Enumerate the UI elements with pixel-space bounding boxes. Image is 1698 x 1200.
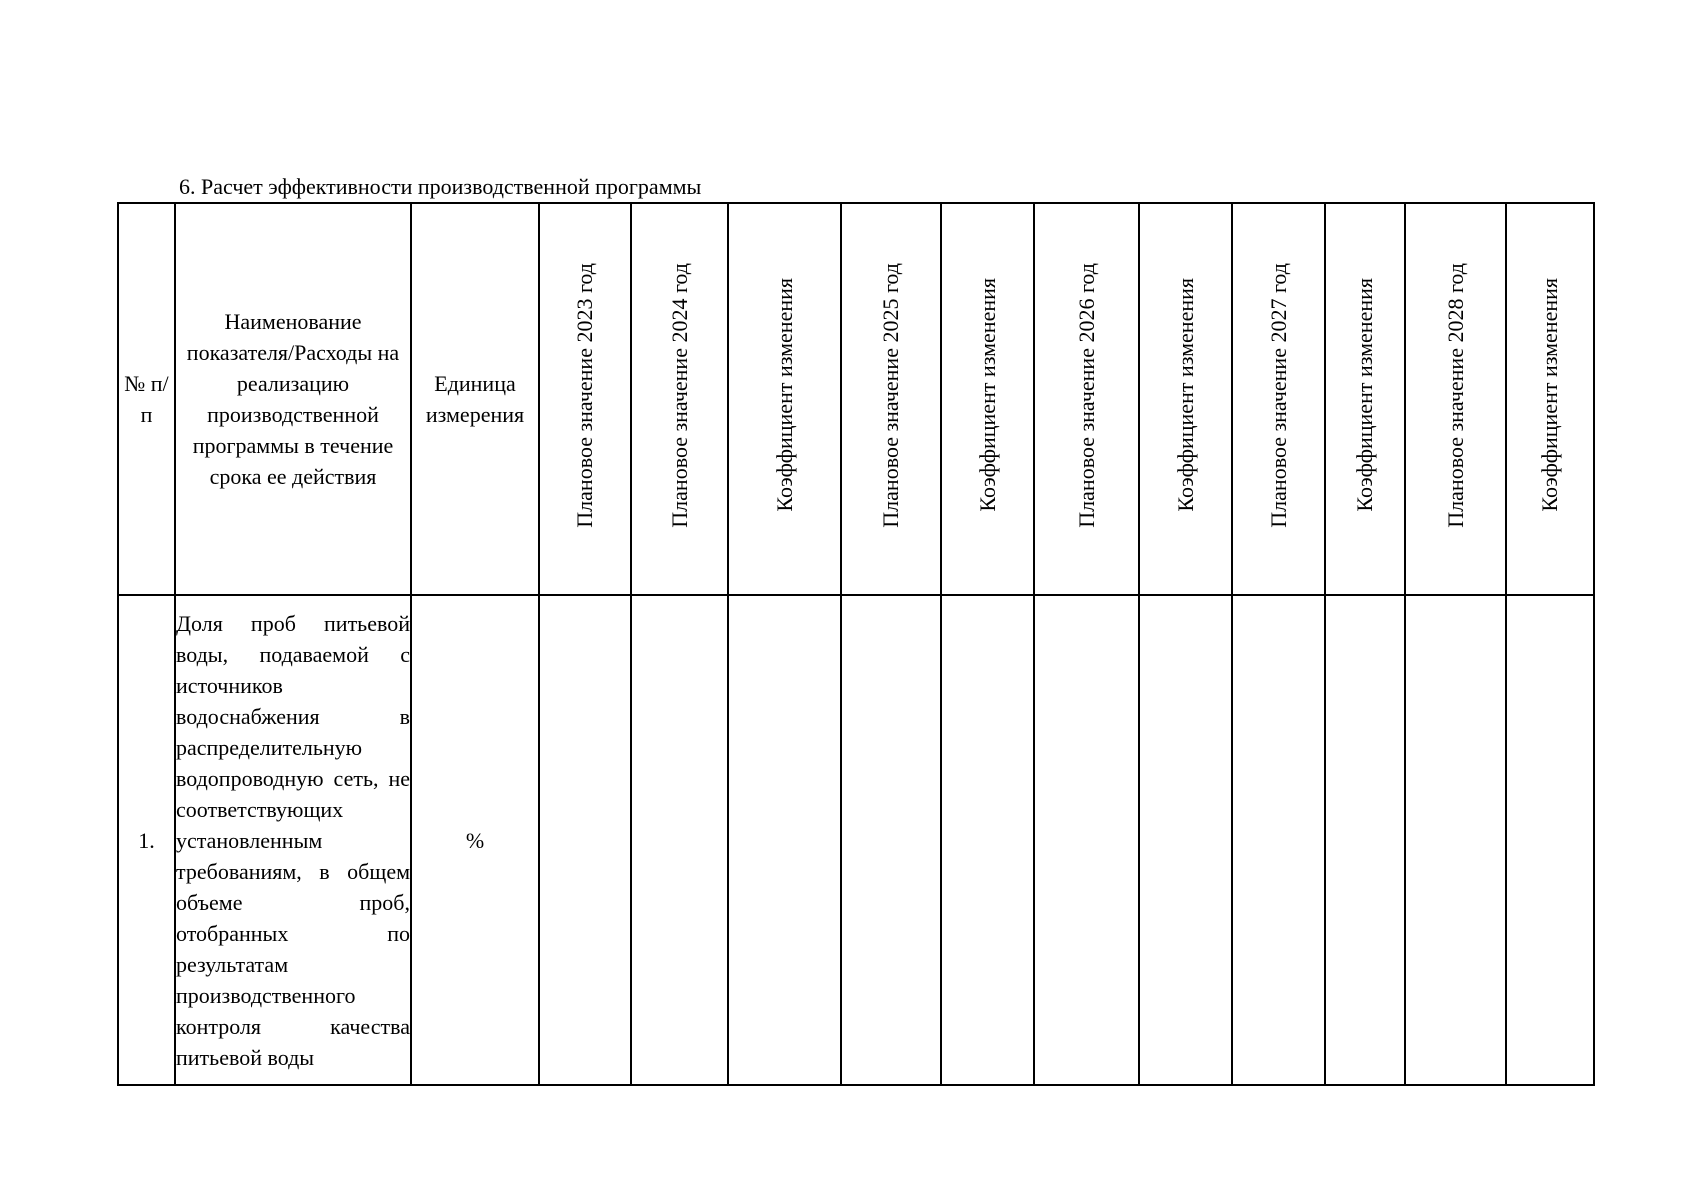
header-coef-2027-label: Коэффициент изменения xyxy=(1352,278,1377,512)
header-coef-2026-label: Коэффициент изменения xyxy=(1172,278,1198,512)
header-name: Наименование показателя/Расходы на реализацию производственной программы в течение срока ее действия xyxy=(175,203,411,595)
header-plan-2025-label: Плановое значение 2025 год xyxy=(878,262,903,528)
cell-coef-2026[interactable] xyxy=(1139,595,1232,1085)
header-num: № п/п xyxy=(118,203,175,595)
cell-plan-2023[interactable] xyxy=(539,595,631,1085)
row-unit: % xyxy=(411,595,539,1085)
header-plan-2027 xyxy=(1232,203,1325,595)
cell-plan-2024[interactable] xyxy=(631,595,728,1085)
cell-coef-2027[interactable] xyxy=(1325,595,1405,1085)
header-plan-2023 xyxy=(539,203,631,595)
efficiency-table xyxy=(117,202,1595,1086)
row-indicator-name: Доля проб питьевой воды, подаваемой с источников водоснабжения в распределительную водопроводную сеть, не соответствующих установленным требованиям, в общем объеме проб, отобранных по результатам производственного контроля качества питьевой воды xyxy=(175,595,411,1085)
header-coef-2028-label: Коэффициент изменения xyxy=(1537,278,1562,512)
header-coef-2026 xyxy=(1139,203,1232,595)
cell-plan-2026[interactable] xyxy=(1034,595,1139,1085)
header-plan-2023-label: Плановое значение 2023 год xyxy=(572,262,597,528)
cell-plan-2025[interactable] xyxy=(841,595,941,1085)
section-title: 6. Расчет эффективности производственной программы xyxy=(179,174,702,199)
header-coef-2025-label: Коэффициент изменения xyxy=(974,278,1000,512)
header-plan-2027-label: Плановое значение 2027 год xyxy=(1265,262,1291,528)
header-plan-2026-label: Плановое значение 2026 год xyxy=(1073,262,1099,528)
header-coef-2027 xyxy=(1325,203,1405,595)
cell-coef-2025[interactable] xyxy=(941,595,1034,1085)
header-plan-2024-label: Плановое значение 2024 год xyxy=(666,262,692,528)
header-plan-2025 xyxy=(841,203,941,595)
header-plan-2028 xyxy=(1405,203,1506,595)
header-coef-2028 xyxy=(1506,203,1594,595)
header-unit: Единица измерения xyxy=(411,203,539,595)
cell-coef-2028[interactable] xyxy=(1506,595,1594,1085)
cell-plan-2027[interactable] xyxy=(1232,595,1325,1085)
table-header-row xyxy=(118,203,1594,595)
table-row xyxy=(118,595,1594,1085)
header-coef-2024 xyxy=(728,203,841,595)
row-num: 1. xyxy=(118,595,175,1085)
header-plan-2024 xyxy=(631,203,728,595)
cell-plan-2028[interactable] xyxy=(1405,595,1506,1085)
header-plan-2028-label: Плановое значение 2028 год xyxy=(1442,262,1468,528)
header-plan-2026 xyxy=(1034,203,1139,595)
cell-coef-2024[interactable] xyxy=(728,595,841,1085)
header-coef-2024-label: Коэффициент изменения xyxy=(771,278,797,512)
header-coef-2025 xyxy=(941,203,1034,595)
